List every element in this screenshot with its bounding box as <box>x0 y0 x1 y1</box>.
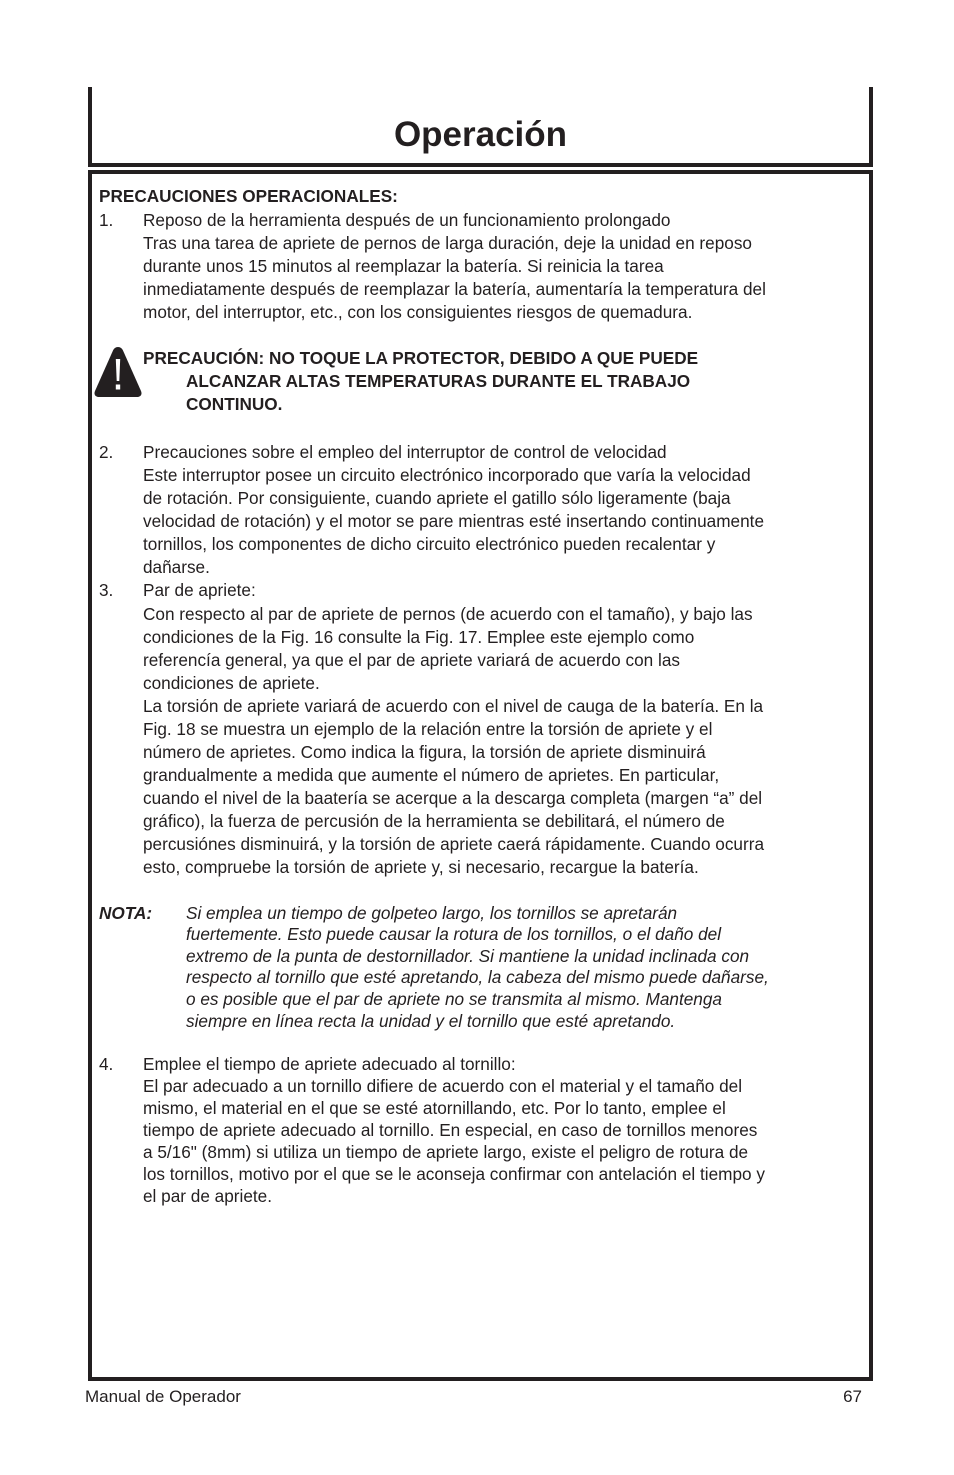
item-line: Este interruptor posee un circuito electrónico incorporado que varía la velocidad <box>143 465 751 485</box>
footer-manual-title: Manual de Operador <box>85 1387 241 1406</box>
item-line: percusiónes disminuirá, y la torsión de apriete caerá rápidamente. Cuando ocurra <box>143 834 764 854</box>
item-line: Fig. 18 se muestra un ejemplo de la relación entre la torsión de apriete y el <box>143 719 713 739</box>
item-line: a 5/16" (8mm) si utiliza un tiempo de apriete largo, existe el peligro de rotura de <box>143 1142 749 1162</box>
item-line: cuando el nivel de la baatería se acerque a la descarga completa (margen “a” del <box>143 788 763 808</box>
item-title: Precauciones sobre el empleo del interruptor de control de velocidad <box>143 442 667 462</box>
item-line: el par de apriete. <box>143 1186 272 1206</box>
section-heading: PRECAUCIONES OPERACIONALES: <box>99 186 398 206</box>
item-number: 1. <box>99 210 114 230</box>
item-line: dañarse. <box>143 557 210 577</box>
item-title: Par de apriete: <box>143 580 256 600</box>
note-line: fuertemente. Esto puede causar la rotura de los tornillos, o el daño del <box>186 924 722 944</box>
note-line: Si emplea un tiempo de golpeteo largo, los tornillos se apretarán <box>186 903 678 923</box>
item-line: número de aprietes. Como indica la figura, la torsión de apriete disminuirá <box>143 742 706 762</box>
item-line: tornillos, los componentes de dicho circuito electrónico pueden recalentar y <box>143 534 716 554</box>
caution-line: ALCANZAR ALTAS TEMPERATURAS DURANTE EL TRABAJO <box>186 371 691 391</box>
item-line: El par adecuado a un tornillo difiere de acuerdo con el material y el tamaño del <box>143 1076 743 1096</box>
page-title: Operación <box>393 115 568 154</box>
item-line: los tornillos, motivo por el que se le aconseja confirmar con antelación el tiempo y <box>143 1164 765 1184</box>
item-line: condiciones de la Fig. 16 consulte la Fig. 17. Emplee este ejemplo como <box>143 627 695 647</box>
item-line: La torsión de apriete variará de acuerdo con el nivel de cauga de la batería. En la <box>143 696 764 716</box>
item-line: de rotación. Por consiguiente, cuando apriete el gatillo sólo ligeramente (baja <box>143 488 731 508</box>
item-line: motor, del interruptor, etc., con los consiguientes riesgos de quemadura. <box>143 302 693 322</box>
page-number: 67 <box>843 1387 862 1406</box>
item-number: 4. <box>99 1054 114 1074</box>
item-line: condiciones de apriete. <box>143 673 320 693</box>
item-line: Tras una tarea de apriete de pernos de larga duración, deje la unidad en reposo <box>143 233 752 253</box>
item-line: velocidad de rotación) y el motor se pare mientras esté insertando continuamente <box>143 511 764 531</box>
caution-line: PRECAUCIÓN: NO TOQUE LA PROTECTOR, DEBIDO A QUE PUEDE <box>143 348 699 368</box>
item-line: referencía general, ya que el par de apriete variará de acuerdo con las <box>143 650 680 670</box>
title-box <box>88 87 873 167</box>
item-number: 2. <box>99 442 114 462</box>
item-line: durante unos 15 minutos al reemplazar la batería. Si reinicia la tarea <box>143 256 664 276</box>
note-line: o es posible que el par de apriete no se transmita al mismo. Mantenga <box>186 989 722 1009</box>
item-line: Con respecto al par de apriete de pernos (de acuerdo con el tamaño), y bajo las <box>143 604 753 624</box>
note-label: NOTA: <box>99 903 153 923</box>
caution-line: CONTINUO. <box>186 394 283 414</box>
item-line: inmediatamente después de reemplazar la batería, aumentaría la temperatura del <box>143 279 766 299</box>
item-title: Reposo de la herramienta después de un funcionamiento prolongado <box>143 210 671 230</box>
item-line: grandualmente a medida que aumente el número de aprietes. En particular, <box>143 765 720 785</box>
note-line: siempre en línea recta la unidad y el tornillo que esté apretando. <box>186 1011 676 1031</box>
note-line: extremo de la punta de destornillador. Si mantiene la unidad inclinada con <box>186 946 750 966</box>
item-line: mismo, el material en el que se esté atornillando, etc. Por lo tanto, emplee el <box>143 1098 726 1118</box>
item-title: Emplee el tiempo de apriete adecuado al tornillo: <box>143 1054 516 1074</box>
note-line: respecto al tornillo que esté apretando, la cabeza del mismo puede dañarse, <box>186 967 769 987</box>
item-line: gráfico), la fuerza de percusión de la herramienta se debilitará, el número de <box>143 811 725 831</box>
item-number: 3. <box>99 580 114 600</box>
item-line: tiempo de apriete adecuado al tornillo. En especial, en caso de tornillos menores <box>143 1120 758 1140</box>
warning-triangle-icon <box>93 345 143 399</box>
item-line: esto, compruebe la torsión de apriete y, si necesario, recargue la batería. <box>143 857 699 877</box>
